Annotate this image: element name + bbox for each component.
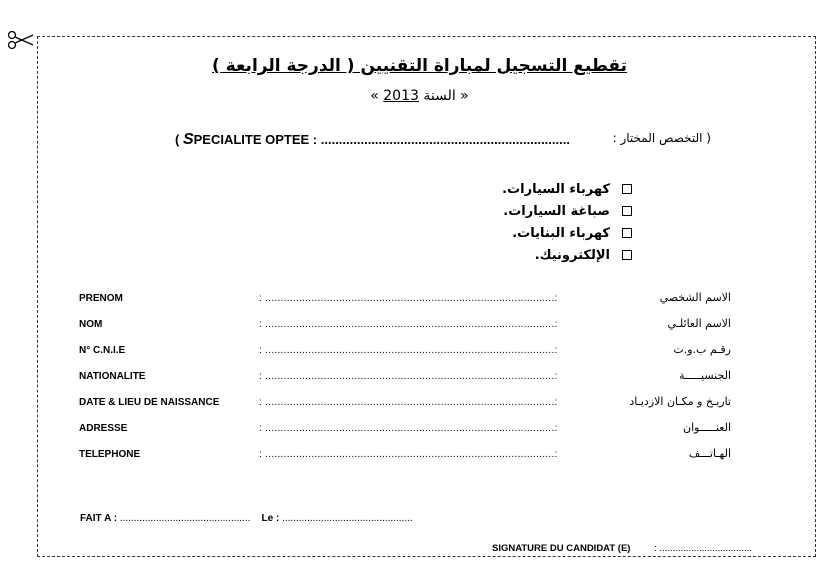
field-row-prenom [79, 290, 739, 316]
field-label-fr: NATIONALITE [79, 371, 146, 382]
field-label-fr: PRENOM [79, 293, 123, 304]
field-row-nationalite [79, 368, 739, 394]
field-row-cnie [79, 342, 739, 368]
form-year [0, 88, 839, 104]
field-row-telephone [79, 446, 739, 472]
signature-label: SIGNATURE DU CANDIDAT (E) [492, 543, 631, 554]
field-label-fr: N° C.N.I.E [79, 345, 126, 356]
specialite-options [480, 178, 640, 266]
checkbox-icon[interactable] [622, 228, 632, 238]
field-label-ar: العنـــــوان [683, 421, 731, 434]
option-label: الإلكترونيك. [534, 247, 610, 263]
option-label: صباغة السيارات. [503, 203, 610, 219]
field-row-adresse [79, 420, 739, 446]
checkbox-icon[interactable] [622, 250, 632, 260]
specialite-initial: S [182, 131, 194, 148]
candidate-fields [79, 290, 739, 472]
field-row-naissance [79, 394, 739, 420]
checkbox-icon[interactable] [622, 206, 632, 216]
field-input-line[interactable]: : ..............................................................................................: [259, 397, 558, 408]
specialite-line [175, 131, 711, 153]
specialite-label-ar: ( التخصص المختار : [612, 131, 711, 145]
le-input-line[interactable]: ............................................... [279, 513, 413, 524]
le-label: Le : [261, 513, 280, 524]
fait-label: FAIT A : [80, 513, 118, 524]
fait-input-line[interactable]: ............................................... [117, 513, 251, 524]
open-paren: ( [175, 132, 183, 147]
checkbox-icon[interactable] [622, 184, 632, 194]
field-input-line[interactable]: : ..............................................................................................: [259, 293, 558, 304]
field-label-ar: رقـم ب.و.ت [673, 343, 731, 356]
field-label-ar: الاسم الشخصي [659, 291, 731, 304]
signature-line [492, 543, 752, 554]
fait-line [80, 513, 413, 524]
form-title: تقطيع التسجيل لمباراة التقنيين ( الدرجة الرابعة ) [211, 56, 628, 76]
field-label-fr: TELEPHONE [79, 449, 141, 460]
field-label-ar: تاريـخ و مكـان الازديـاد [629, 395, 731, 408]
field-label-fr: NOM [79, 319, 103, 330]
option-item[interactable] [480, 178, 640, 200]
option-item[interactable] [480, 244, 640, 266]
field-label-ar: الجنسيـــــة [679, 369, 731, 382]
field-input-line[interactable]: : ..............................................................................................: [259, 423, 558, 434]
option-label: كهرباء السيارات. [502, 181, 610, 197]
option-item[interactable] [480, 200, 640, 222]
specialite-label-fr[interactable]: PECIALITE OPTEE : ..................................................................... [193, 132, 570, 147]
signature-input-line[interactable]: : ................................... [654, 543, 752, 554]
field-input-line[interactable]: : ..............................................................................................: [259, 449, 558, 460]
field-label-fr: ADRESSE [79, 423, 128, 434]
year-prefix: « السنة [418, 88, 469, 104]
specialite-fr [175, 131, 570, 149]
year-suffix: » [370, 88, 384, 104]
scissors-icon [6, 30, 36, 50]
option-item[interactable] [480, 222, 640, 244]
field-input-line[interactable]: : ..............................................................................................: [259, 319, 558, 330]
field-row-nom [79, 316, 739, 342]
field-label-ar: الهـاتـــف [688, 447, 731, 460]
field-input-line[interactable]: : ..............................................................................................: [259, 371, 558, 382]
option-label: كهرباء البنايات. [512, 225, 610, 241]
field-label-ar: الاسم العائلـي [667, 317, 731, 330]
field-label-fr: DATE & LIEU DE NAISSANCE [79, 397, 220, 408]
field-input-line[interactable]: : ..............................................................................................: [259, 345, 558, 356]
year-number: 2013 [383, 88, 419, 104]
